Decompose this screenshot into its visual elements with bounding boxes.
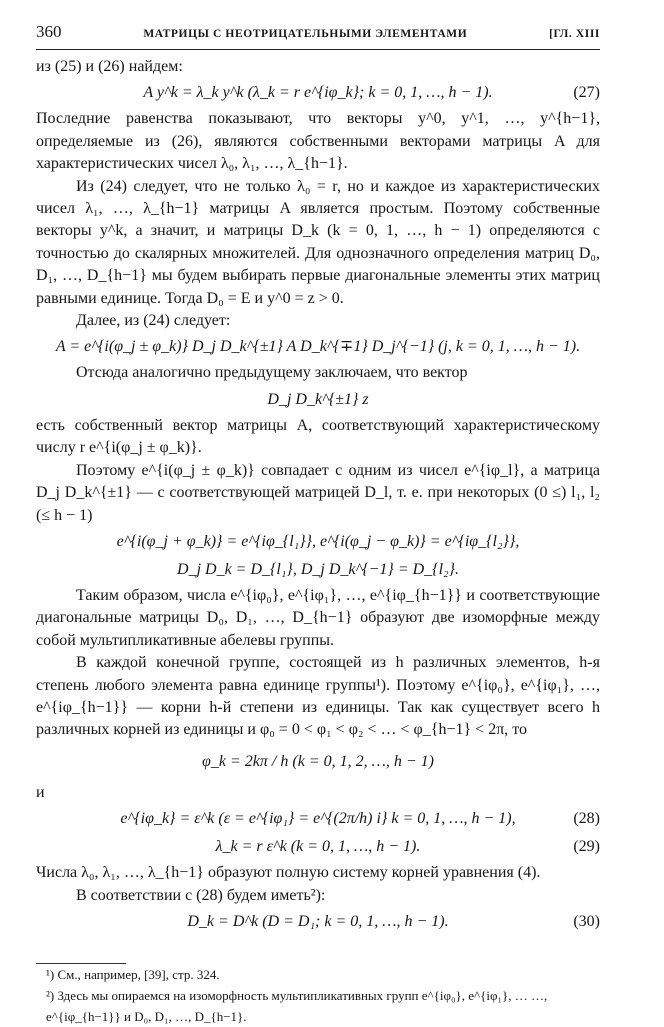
equation-text: λ_k = r ε^k (k = 0, 1, …, h − 1). — [215, 838, 421, 856]
equation-number: (30) — [573, 912, 600, 930]
equation — [36, 387, 600, 413]
equation-text: D_k = D^k (D = D₁; k = 0, 1, …, h − 1). — [187, 912, 449, 930]
paragraph: В каждой конечной группе, состоящей из h различных элементов, h-я степень любого элемента равна единице группы¹). Поэтому e^{iφ₀}, e^{iφ₁}, …, e^{iφ_{h−1}} — корни h-й степени из единицы. Так как существует всего h различных корней из единицы и φ₀ = 0 < φ₁ < φ₂ < … < φ_{h−1} < 2π, то — [36, 654, 600, 739]
equation-text: e^{iφ_k} = ε^k (ε = e^{iφ₁} = e^{(2π/h) i} k = 0, 1, …, h − 1), — [120, 810, 516, 828]
equation-number: (28) — [573, 810, 600, 828]
page — [36, 22, 600, 1027]
equation — [36, 744, 600, 780]
equation-text: D_j D_k = D_{l₁}, D_j D_k^{−1} = D_{l₂}. — [177, 560, 459, 578]
paragraph: Отсюда аналогично предыдущему заключаем, что вектор — [76, 364, 468, 382]
page-number: 360 — [36, 22, 62, 41]
paragraph: Поэтому e^{i(φ_j ± φ_k)} совпадает с одним из чисел e^{iφ_l}, а матрица D_j D_k^{±1} — с соответствующей матрицей D_l, т. е. при некоторых (0 ≤) l₁, l₂ (≤ h − 1) — [36, 461, 600, 524]
text-line: и — [36, 783, 45, 801]
equation — [36, 334, 600, 360]
equation-27 — [36, 80, 600, 106]
equation-text: A = e^{i(φ_j ± φ_k)} D_j D_k^{±1} A D_k^{∓1} D_j^{−1} (j, k = 0, 1, …, h − 1). — [55, 338, 581, 356]
footnote: ²) Здесь мы опираемся на изоморфность мультипликативных групп e^{iφ₀}, e^{iφ₁}, … …, e^{iφ_{h−1}} и D₀, D₁, …, D_{h−1}. — [46, 987, 548, 1024]
chapter-label: [ГЛ. XIII — [549, 28, 600, 40]
footnote: ¹) См., например, [39], стр. 324. — [46, 966, 220, 982]
equation-number: (27) — [573, 84, 600, 102]
equation — [36, 557, 600, 583]
equation-30 — [36, 909, 600, 935]
equation — [36, 529, 600, 555]
paragraph: В соответствии с (28) будем иметь²): — [76, 886, 326, 904]
equation-28 — [36, 806, 600, 832]
equation-text: D_j D_k^{±1} z — [267, 390, 369, 408]
running-title: МАТРИЦЫ С НЕОТРИЦАТЕЛЬНЫМИ ЭЛЕМЕНТАМИ — [143, 28, 468, 40]
paragraph: Числа λ₀, λ₁, …, λ_{h−1} образуют полную систему корней уравнения (4). — [36, 864, 541, 882]
paragraph: Далее, из (24) следует: — [76, 312, 231, 330]
paragraph: Таким образом, числа e^{iφ₀}, e^{iφ₁}, …, e^{iφ_{h−1}} и соответствующие диагональные матрицы D₀, D₁, …, D_{h−1} образуют две изоморфные между собой мультипликативные абелевы группы. — [36, 586, 600, 649]
equation-text: A y^k = λ_k y^k (λ_k = r e^{iφ_k}; k = 0, 1, …, h − 1). — [143, 84, 493, 102]
paragraph: Из (24) следует, что не только λ₀ = r, но и каждое из характеристических чисел λ₁, …, λ_{h−1} матрицы A является простым. Поэтому собственные векторы y^k, а значит, и матрицы D_k (k = 0, 1, …, h − 1) определяются с точностью до скалярных множителей. Для однозначного определения матриц D₀, D₁, …, D_{h−1} мы будем выбирать первые диагональные элементы этих матриц равными единице. Тогда D₀ = E и y^0 = z > 0. — [36, 177, 600, 307]
equation-text: φ_k = 2kπ / h (k = 0, 1, 2, …, h − 1) — [202, 752, 434, 770]
paragraph: Последние равенства показывают, что векторы y^0, y^1, …, y^{h−1}, определяемые из (26), являются собственными векторами матрицы A для характеристических чисел λ₀, λ₁, …, λ_{h−1}. — [36, 110, 600, 173]
text-line: из (25) и (26) найдем: — [36, 58, 183, 75]
paragraph: есть собственный вектор матрицы A, соответствующий характеристическому числу r e^{i(φ_j ± φ_k)}. — [36, 416, 600, 457]
equation-text: e^{i(φ_j + φ_k)} = e^{iφ_{l₁}}, e^{i(φ_j − φ_k)} = e^{iφ_{l₂}}, — [116, 532, 520, 550]
running-header — [36, 22, 600, 50]
equation-29 — [36, 834, 600, 860]
equation-number: (29) — [573, 838, 600, 856]
